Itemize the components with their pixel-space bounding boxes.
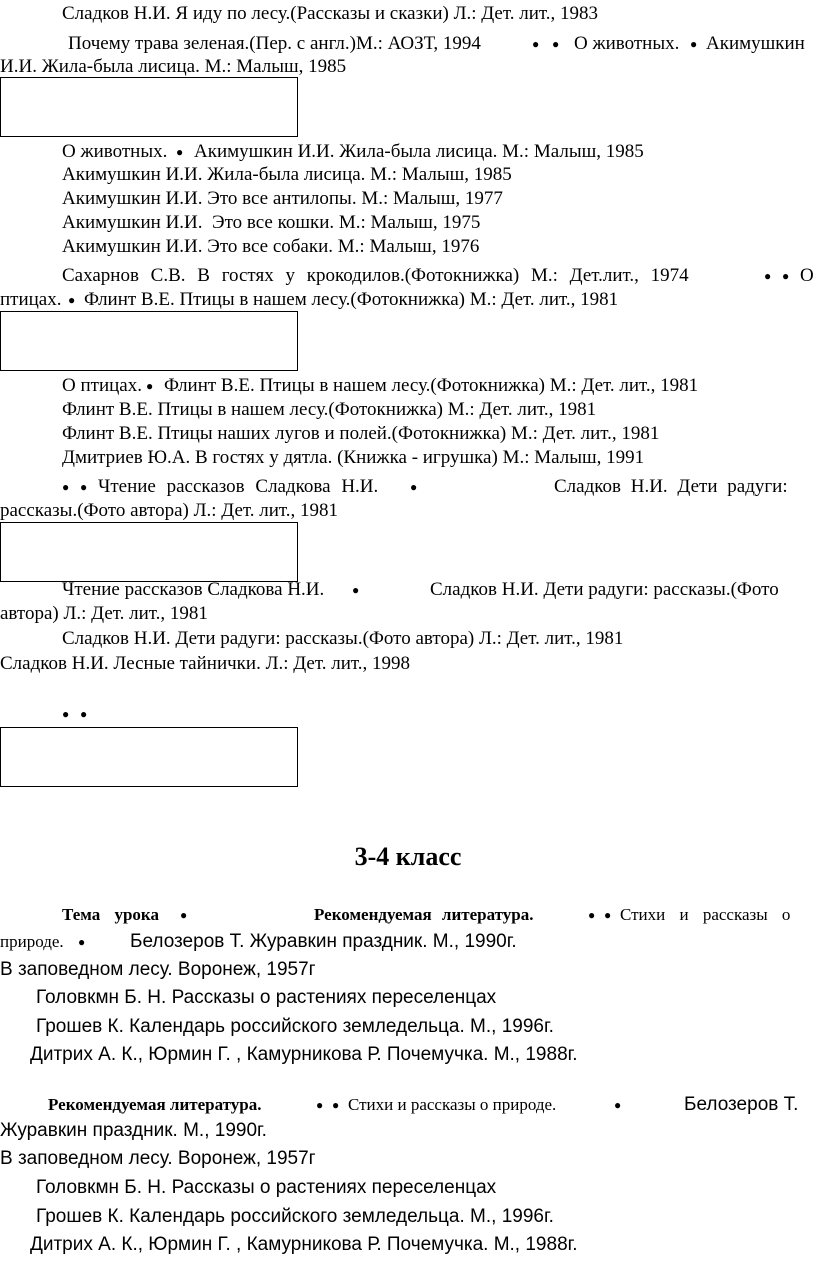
bullet-icon: ● xyxy=(352,583,360,597)
bullet-icon: ● xyxy=(78,935,86,949)
bullet-icon: ● xyxy=(332,1098,340,1112)
bullet-icon: ● xyxy=(588,908,596,922)
topic-label: Тема урока xyxy=(62,905,159,924)
bullet-icon: ● xyxy=(62,480,70,494)
bullet-icon: ● xyxy=(552,37,560,51)
bullet-icon: ● xyxy=(764,269,772,283)
empty-table-cell xyxy=(0,77,298,137)
bullet-icon: ● xyxy=(410,480,418,494)
bullet-icon: ● xyxy=(690,37,698,51)
empty-table-cell xyxy=(0,522,298,582)
empty-table-cell xyxy=(0,311,298,371)
bullet-icon: ● xyxy=(80,480,88,494)
empty-table-cell xyxy=(0,727,298,787)
recommended-label: Рекомендуемая литература. xyxy=(314,905,534,924)
bullet-icon: ● xyxy=(176,145,184,159)
bullet-icon: ● xyxy=(316,1098,324,1112)
section-title: 3-4 класс xyxy=(354,842,462,871)
bullet-icon: ● xyxy=(604,908,612,922)
bullet-icon: ● xyxy=(180,908,188,922)
bullet-icon: ● xyxy=(62,707,70,721)
bullet-icon: ● xyxy=(80,707,88,721)
bullet-icon: ● xyxy=(532,37,540,51)
bullet-icon: ● xyxy=(614,1098,622,1112)
bullet-icon: ● xyxy=(782,269,790,283)
bullet-icon: ● xyxy=(68,293,76,307)
bullet-icon: ● xyxy=(146,379,154,393)
recommended-label: Рекомендуемая литература. xyxy=(48,1095,262,1114)
